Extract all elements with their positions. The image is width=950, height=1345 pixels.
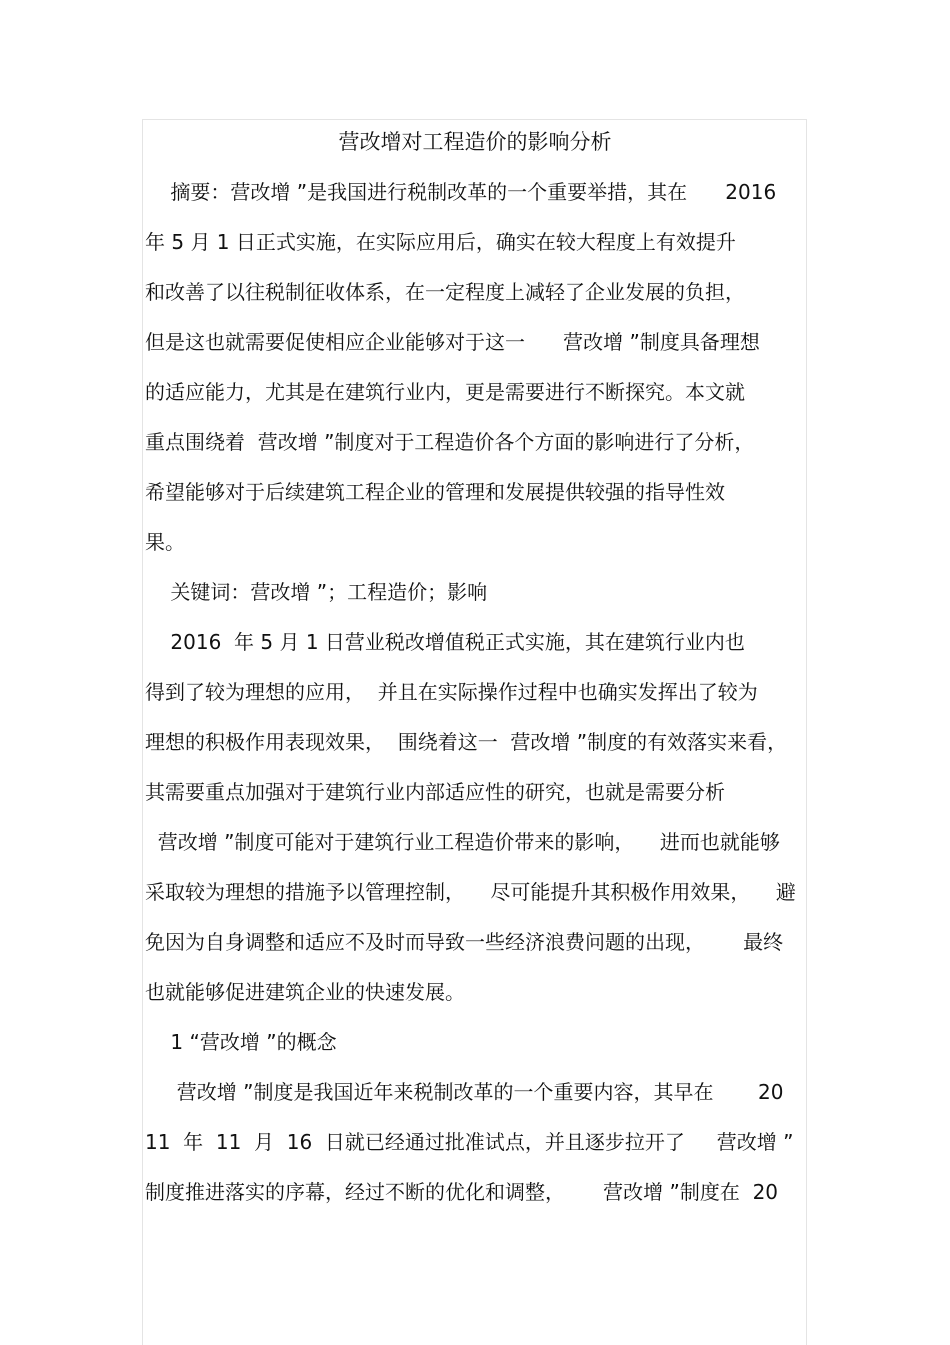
text-line: 年 5 月 1 日正式实施，在实际应用后，确实在较大程度上有效提升 <box>145 230 736 254</box>
text-line: 但是这也就需要促使相应企业能够对于这一 营改增 ”制度具备理想 <box>145 330 760 354</box>
document-title: 营改增对工程造价的影响分析 <box>338 130 612 154</box>
text-line: 免因为自身调整和适应不及时而导致一些经济浪费问题的出现， 最终 <box>145 930 784 954</box>
text-line: 营改增 ”制度是我国近年来税制改革的一个重要内容，其早在 20 <box>145 1080 784 1104</box>
text-line: 希望能够对于后续建筑工程企业的管理和发展提供较强的指导性效 <box>145 480 725 504</box>
text-line: 采取较为理想的措施予以管理控制， 尽可能提升其积极作用效果， 避 <box>145 880 796 904</box>
text-line: 和改善了以往税制征收体系，在一定程度上减轻了企业发展的负担， <box>145 280 745 304</box>
text-line: 制度推进落实的序幕，经过不断的优化和调整， 营改增 ”制度在 20 <box>145 1180 779 1204</box>
text-line: 理想的积极作用表现效果， 围绕着这一 营改增 ”制度的有效落实来看， <box>145 730 788 754</box>
text-line: 其需要重点加强对于建筑行业内部适应性的研究，也就是需要分析 <box>145 780 725 804</box>
text-line: 2016 年 5 月 1 日营业税改增值税正式实施，其在建筑行业内也 <box>145 630 745 654</box>
text-line: 的适应能力，尤其是在建筑行业内，更是需要进行不断探究。本文就 <box>145 380 745 404</box>
text-line: 11 年 11 月 16 日就已经通过批准试点，并且逐步拉开了 营改增 ” <box>145 1130 794 1154</box>
text-line: 果。 <box>145 530 185 554</box>
text-line: 重点围绕着 营改增 ”制度对于工程造价各个方面的影响进行了分析， <box>145 430 755 454</box>
text-line: 摘要：营改增 ”是我国进行税制改革的一个重要举措，其在 2016 <box>145 180 777 204</box>
text-line: 得到了较为理想的应用， 并且在实际操作过程中也确实发挥出了较为 <box>145 680 758 704</box>
section-heading: 1 “营改增 ”的概念 <box>145 1030 337 1054</box>
keywords-line: 关键词：营改增 ”；工程造价；影响 <box>145 580 488 604</box>
text-line: 营改增 ”制度可能对于建筑行业工程造价带来的影响， 进而也就能够 <box>145 830 780 854</box>
text-line: 也就能够促进建筑企业的快速发展。 <box>145 980 465 1004</box>
